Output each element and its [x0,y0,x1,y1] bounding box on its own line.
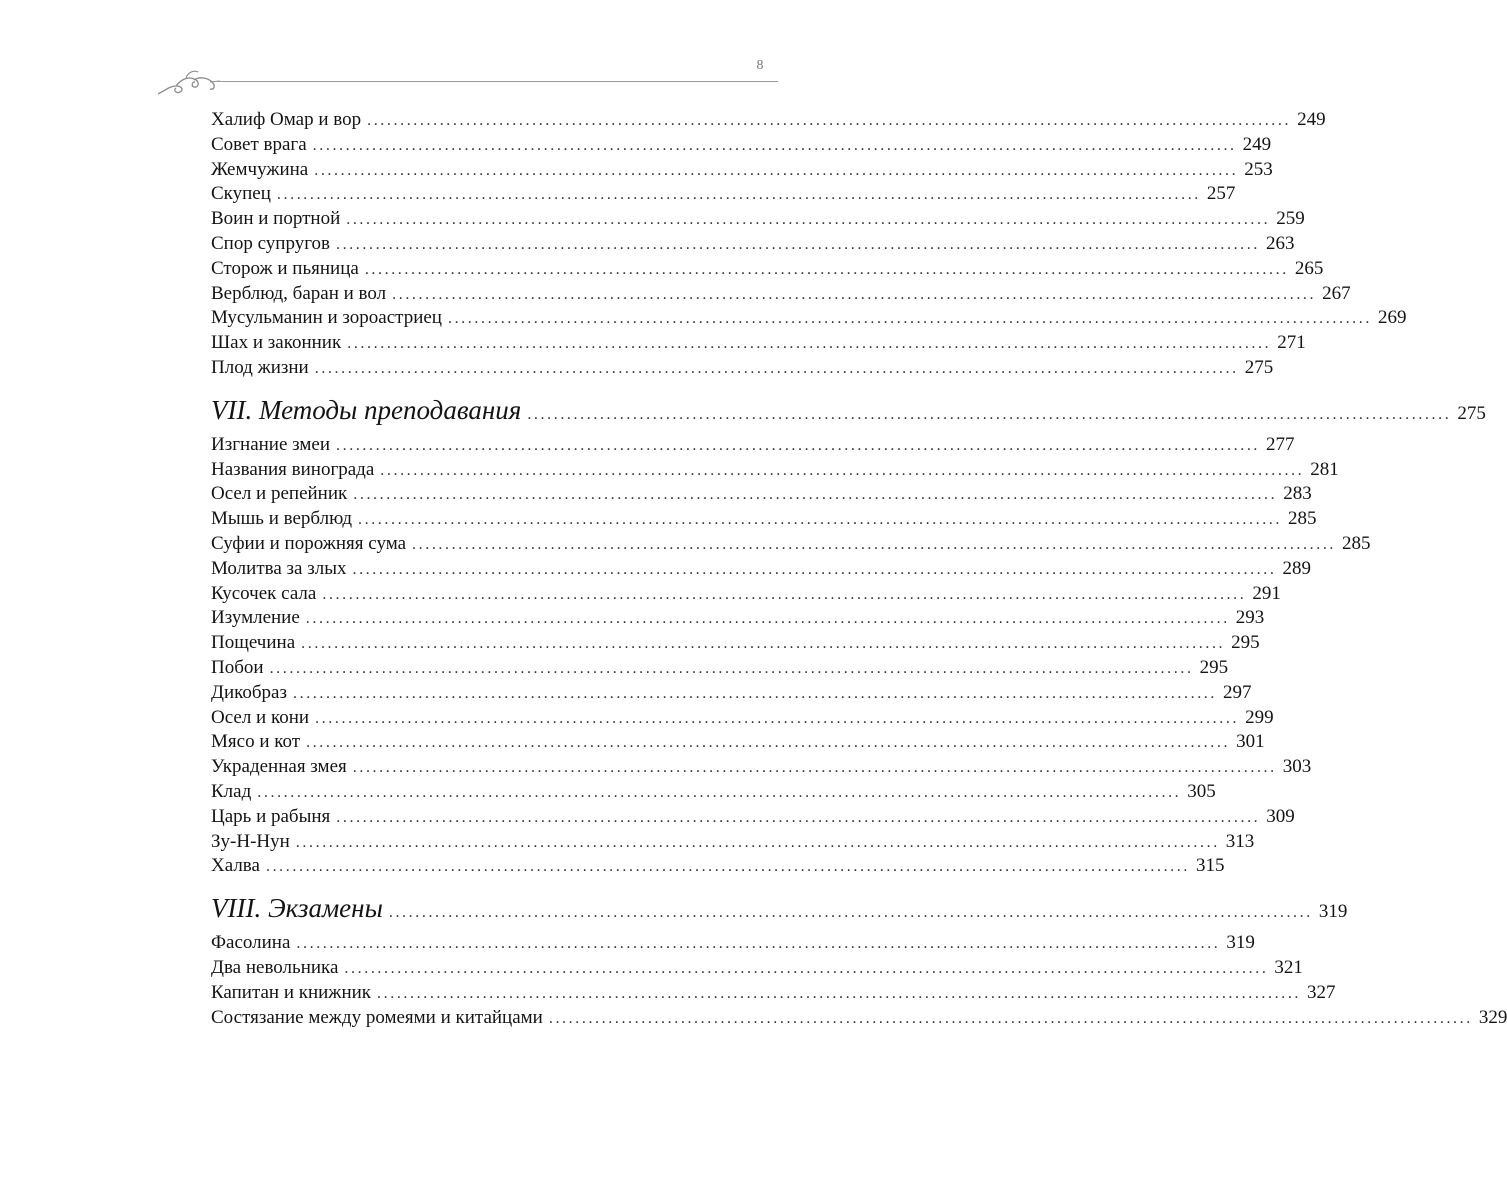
toc-section [211,108,1407,381]
toc-entry [211,257,1324,282]
toc-entry-title: Воин и портной [211,208,341,230]
flourish-ornament-icon [156,64,220,100]
toc-entry-title: Капитан и книжник [211,981,372,1003]
toc-entry-page: 309 [1266,805,1295,827]
toc-entry-page: 291 [1252,582,1281,604]
toc-entry-page: 259 [1276,208,1305,230]
toc-entry-title: Изгнание змеи [211,433,331,455]
toc-entry [211,981,1336,1006]
dot-leader: ............................................................................................................................................ [306,734,1231,752]
table-of-contents [211,108,1507,1030]
toc-entry [211,108,1326,133]
toc-entry [211,755,1312,780]
toc-entry [211,854,1225,879]
toc-entry-title: Царь и рабыня [211,805,331,827]
toc-entry-page: 249 [1242,133,1272,155]
toc-entry-page: 263 [1265,232,1295,254]
toc-entry-title: Молитва за злых [211,557,347,579]
header-rule [215,81,778,82]
toc-entry-page: 295 [1231,632,1260,654]
dot-leader: ............................................................................................................................................ [388,904,1313,922]
dot-leader: ............................................................................................................................................ [276,186,1201,204]
toc-entry-page: 319 [1226,932,1255,954]
toc-entry-title: Халва [211,855,260,877]
toc-entry-list [211,433,1371,879]
toc-entry-page: 329 [1478,1006,1507,1028]
section-heading [211,893,1348,924]
toc-entry-page: 265 [1294,257,1324,279]
toc-section [211,893,1507,1030]
toc-entry-page: 285 [1342,532,1371,554]
dot-leader: ............................................................................................................................................ [358,511,1282,529]
dot-leader: ............................................................................................................................................ [265,858,1190,876]
dot-leader: ............................................................................................................................................ [322,585,1247,603]
dot-leader: ............................................................................................................................................ [257,783,1182,801]
toc-entry-page: 301 [1236,731,1265,753]
dot-leader: ............................................................................................................................................ [346,211,1271,229]
toc-entry-title: Осел и кони [211,706,310,728]
toc-entry-title: Кусочек сала [211,582,317,604]
toc-entry-page: 283 [1283,483,1312,505]
toc-entry-page: 293 [1235,607,1265,629]
toc-entry [211,133,1272,158]
toc-entry [211,458,1339,483]
toc-entry-page: 281 [1310,458,1339,480]
dot-leader: ............................................................................................................................................ [367,112,1292,129]
toc-entry-title: Плод жизни [211,356,309,378]
toc-entry [211,780,1216,805]
toc-entry-title: Мясо и кот [211,731,301,753]
dot-leader: ............................................................................................................................................ [293,684,1217,702]
dot-leader: ............................................................................................................................................ [295,833,1220,851]
toc-entry-page: 321 [1274,956,1303,978]
toc-entry-list [211,931,1507,1030]
dot-leader: ............................................................................................................................................ [336,436,1261,454]
dot-leader: ............................................................................................................................................ [314,161,1239,179]
toc-entry-title: Названия винограда [211,458,375,480]
toc-entry-title: Жемчужина [211,158,309,180]
toc-entry-title: Пощечина [211,632,296,654]
toc-entry [211,182,1236,207]
dot-leader: ............................................................................................................................................ [347,335,1272,353]
toc-entry [211,232,1295,257]
dot-leader: ............................................................................................................................................ [392,285,1317,303]
toc-entry [211,931,1255,956]
toc-entry-page: 289 [1282,557,1311,579]
toc-entry-title: Изумление [211,607,300,629]
toc-entry-page: 295 [1199,656,1229,678]
toc-entry [211,482,1312,507]
toc-entry-page: 277 [1266,433,1295,455]
toc-entry-page: 267 [1322,282,1351,304]
toc-entry [211,306,1407,331]
toc-entry-list [211,108,1407,381]
toc-entry-title: Верблюд, баран и вол [211,282,387,304]
dot-leader: ............................................................................................................................................ [315,709,1240,727]
dot-leader: ............................................................................................................................................ [377,984,1302,1002]
dot-leader: ............................................................................................................................................ [352,759,1277,777]
toc-entry-page: 269 [1377,307,1407,329]
toc-entry [211,681,1252,706]
dot-leader: ............................................................................................................................................ [301,635,1226,653]
toc-entry-page: 257 [1206,183,1236,205]
toc-entry-title: Два невольника [211,956,339,978]
toc-entry [211,730,1265,755]
toc-entry-title: Суфии и порожняя сума [211,532,407,554]
toc-entry-title: Мусульманин и зороастриец [211,307,442,329]
dot-leader: ............................................................................................................................................ [314,359,1239,377]
toc-entry [211,507,1317,532]
toc-entry-title: Украденная змея [211,756,347,778]
toc-entry [211,805,1295,830]
dot-leader: ............................................................................................................................................ [364,260,1289,278]
toc-entry-page: 303 [1282,756,1312,778]
toc-entry [211,331,1306,356]
toc-entry-title: Дикобраз [211,681,287,703]
toc-entry-page: 253 [1244,158,1273,180]
section-heading-title: VIII. Экзамены [211,893,383,924]
dot-leader: ............................................................................................................................................ [352,560,1277,578]
dot-leader: ............................................................................................................................................ [548,1009,1473,1027]
dot-leader: ............................................................................................................................................ [353,486,1278,504]
toc-entry-title: Спор супругов [211,232,330,254]
toc-entry [211,606,1265,631]
toc-entry [211,631,1260,656]
toc-entry [211,433,1295,458]
toc-entry-page: 297 [1223,681,1252,703]
toc-entry [211,158,1273,183]
toc-entry-title: Мышь и верблюд [211,508,352,530]
toc-entry [211,956,1303,981]
toc-entry-title: Халиф Омар и вор [211,109,362,130]
toc-entry-page: 305 [1187,780,1216,802]
toc-entry [211,1006,1507,1031]
toc-entry-title: Клад [211,780,252,802]
toc-entry [211,830,1255,855]
toc-entry [211,207,1305,232]
toc-entry-page: 285 [1288,508,1317,530]
dot-leader: ............................................................................................................................................ [296,935,1221,953]
toc-entry [211,356,1274,381]
toc-entry-title: Состязание между ромеями и китайцами [211,1006,543,1028]
toc-entry [211,282,1351,307]
dot-leader: ............................................................................................................................................ [344,959,1269,977]
dot-leader: ............................................................................................................................................ [305,610,1230,628]
toc-entry-page: 249 [1297,109,1326,130]
toc-entry-page: 315 [1195,855,1225,877]
dot-leader: ............................................................................................................................................ [527,405,1452,423]
toc-entry-page: 313 [1225,830,1255,852]
section-heading [211,394,1486,425]
toc-section [211,394,1486,879]
toc-entry [211,656,1229,681]
dot-leader: ............................................................................................................................................ [447,310,1372,328]
section-heading-page: 275 [1457,402,1486,424]
toc-entry-title: Совет врага [211,133,307,155]
dot-leader: ............................................................................................................................................ [312,136,1237,154]
toc-entry-title: Побои [211,656,264,678]
toc-entry-page: 275 [1244,356,1274,378]
toc-entry-title: Сторож и пьяница [211,257,359,279]
section-heading-page: 319 [1318,901,1348,923]
toc-entry [211,582,1281,607]
toc-entry-title: Осел и репейник [211,483,348,505]
toc-entry [211,532,1371,557]
dot-leader: ............................................................................................................................................ [335,235,1260,253]
toc-entry-title: Скупец [211,183,271,205]
page-number: 8 [756,58,764,73]
dot-leader: ............................................................................................................................................ [336,808,1261,826]
toc-entry-title: Шах и законник [211,332,342,354]
section-heading-title: VII. Методы преподавания [211,394,522,425]
dot-leader: ............................................................................................................................................ [412,535,1337,553]
toc-entry-page: 271 [1277,332,1306,354]
dot-leader: ............................................................................................................................................ [269,659,1194,677]
toc-entry-page: 327 [1307,981,1336,1003]
toc-entry [211,557,1311,582]
dot-leader: ............................................................................................................................................ [380,461,1305,479]
toc-entry [211,706,1274,731]
toc-entry-page: 299 [1245,706,1274,728]
toc-entry-title: Зу-Н-Нун [211,830,290,852]
toc-entry-title: Фасолина [211,932,291,954]
